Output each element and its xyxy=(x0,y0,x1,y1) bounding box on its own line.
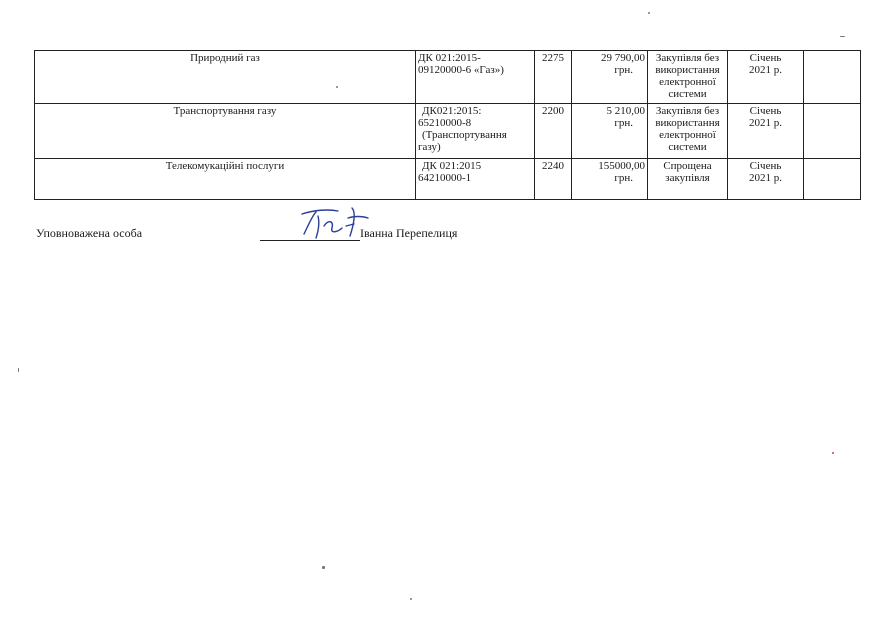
subject-cell: Телекомукаційні послуги xyxy=(35,159,416,200)
procedure-cell: Закупівля без використання електронної системи xyxy=(648,51,728,104)
table-row xyxy=(35,104,861,159)
signatory-role: Уповноважена особа xyxy=(36,226,143,240)
signature-block xyxy=(36,226,496,246)
procedure-cell: Закупівля без використання електронної системи xyxy=(648,104,728,159)
procurement-plan-table xyxy=(34,50,861,200)
cpv-code-cell: ДК 021:2015- 09120000-6 «Газ») xyxy=(416,51,535,104)
start-date-cell: Січень 2021 р. xyxy=(728,104,804,159)
table-row xyxy=(35,51,861,104)
amount-cell: 5 210,00 грн. xyxy=(572,104,648,159)
signatory-name: Іванна Перепелиця xyxy=(360,226,458,240)
amount-cell: 29 790,00 грн. xyxy=(572,51,648,104)
start-date-cell: Січень 2021 р. xyxy=(728,51,804,104)
kekv-cell: 2200 xyxy=(535,104,572,159)
notes-cell xyxy=(804,51,861,104)
cpv-code-cell: ДК021:2015: 65210000-8 (Транспортування газу) xyxy=(416,104,535,159)
subject-cell: Транспортування газу xyxy=(35,104,416,159)
table-row xyxy=(35,159,861,200)
scan-speck xyxy=(322,566,325,569)
scan-speck xyxy=(336,86,338,88)
subject-cell: Природний газ xyxy=(35,51,416,104)
scan-speck xyxy=(410,598,412,600)
amount-cell: 155000,00 грн. xyxy=(572,159,648,200)
kekv-cell: 2240 xyxy=(535,159,572,200)
scan-speck xyxy=(648,12,650,14)
kekv-cell: 2275 xyxy=(535,51,572,104)
scan-speck xyxy=(18,368,19,372)
notes-cell xyxy=(804,104,861,159)
start-date-cell: Січень 2021 р. xyxy=(728,159,804,200)
notes-cell xyxy=(804,159,861,200)
procedure-cell: Спрощена закупівля xyxy=(648,159,728,200)
scan-speck xyxy=(840,36,845,37)
cpv-code-cell: ДК 021:2015 64210000-1 xyxy=(416,159,535,200)
scan-speck xyxy=(832,452,834,454)
